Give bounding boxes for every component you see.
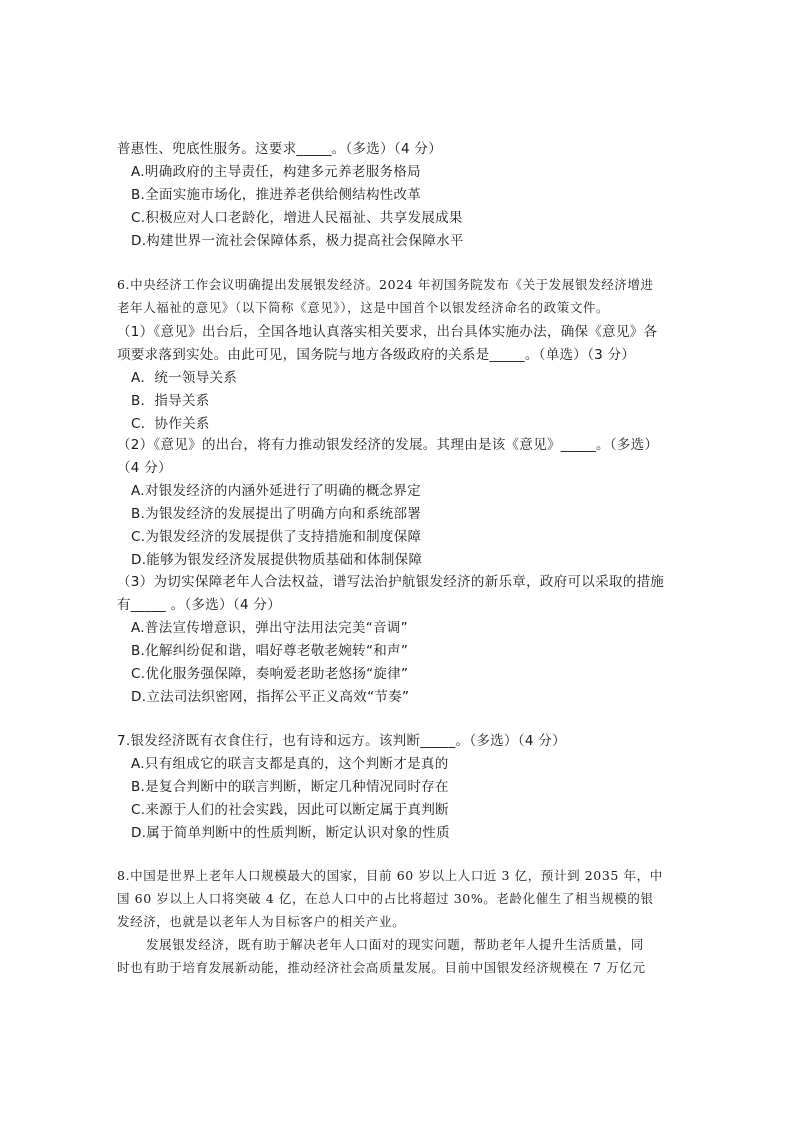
q6-sub3-line2: 有_____ 。（多选）（4 分） <box>117 597 282 613</box>
q7-option-d: D.属于简单判断中的性质判断，断定认识对象的性质 <box>131 825 450 841</box>
q6-sub2-option-a: A.对银发经济的内涵外延进行了明确的概念界定 <box>131 483 421 499</box>
q6-sub2-option-d: D.能够为银发经济发展提供物质基础和体制保障 <box>131 552 423 568</box>
q7-stem: 7.银发经济既有衣食住行，也有诗和远方。该判断_____。（多选）（4 分） <box>117 733 566 749</box>
q6-sub1-option-b: B．指导关系 <box>131 393 210 409</box>
q5-option-d: D.构建世界一流社会保障体系，极力提高社会保障水平 <box>131 233 464 249</box>
q6-sub2-option-b: B.为银发经济的发展提出了明确方向和系统部署 <box>131 506 422 522</box>
q5-option-a: A.明确政府的主导责任，构建多元养老服务格局 <box>131 164 421 180</box>
q6-sub1-line2: 项要求落到实处。由此可见，国务院与地方各级政府的关系是_____。（单选）（3 分） <box>117 347 636 363</box>
q7-option-c: C.来源于人们的社会实践，因此可以断定属于真判断 <box>131 802 449 818</box>
q6-sub1-option-c: C．协作关系 <box>131 416 210 432</box>
q6-sub2-line2: （4 分） <box>117 460 172 476</box>
q7-option-b: B.是复合判断中的联言判断，断定几种情况同时存在 <box>131 779 449 795</box>
q8-paragraph2-line1: 发展银发经济，既有助于解决老年人口面对的现实问题，帮助老年人提升生活质量，同 <box>146 937 644 952</box>
q5-stem-tail: 普惠性、兜底性服务。这要求_____。（多选）（4 分） <box>117 141 443 157</box>
q8-paragraph1-line2: 国 60 岁以上人口将突破 4 亿，在总人口中的占比将超过 30%。老龄化催生了相当规模的银 <box>117 891 654 906</box>
q6-sub3-option-d: D.立法司法织密网，指挥公平正义高效“节奏” <box>131 689 410 705</box>
q5-option-c: C.积极应对人口老龄化，增进人民福祉、共享发展成果 <box>131 210 463 226</box>
q6-sub3-option-c: C.优化服务强保障，奏响爱老助老悠扬“旋律” <box>131 666 409 682</box>
q6-sub1-line1: （1）《意见》出台后，全国各地认真落实相关要求，出台具体实施办法，确保《意见》各 <box>117 324 658 340</box>
q8-paragraph1-line3: 发经济，也就是以老年人为目标客户的相关产业。 <box>117 914 406 929</box>
q7-option-a: A.只有组成它的联言支都是真的，这个判断才是真的 <box>131 756 449 772</box>
q6-sub3-line1: （3）为切实保障老年人合法权益，谱写法治护航银发经济的新乐章，政府可以采取的措施 <box>117 574 665 590</box>
q6-sub1-option-a: A．统一领导关系 <box>131 370 238 386</box>
q6-sub2-line1: （2）《意见》的出台，将有力推动银发经济的发展。其理由是该《意见》_____。（多选） <box>117 437 659 453</box>
q6-sub3-option-a: A.普法宣传增意识，弹出守法用法完美“音调” <box>131 620 408 636</box>
q6-intro-line1: 6.中央经济工作会议明确提出发展银发经济。2024 年初国务院发布《关于发展银发经济增进 <box>117 277 654 292</box>
q8-paragraph1-line1: 8.中国是世界上老年人口规模最大的国家，目前 60 岁以上人口近 3 亿，预计到 2035 年，中 <box>117 868 663 883</box>
q5-option-b: B.全面实施市场化，推进养老供给侧结构性改革 <box>131 187 422 203</box>
q6-intro-line2: 老年人福祉的意见》（以下简称《意见》），这是中国首个以银发经济命名的政策文件。 <box>117 300 610 315</box>
q6-sub2-option-c: C.为银发经济的发展提供了支持措施和制度保障 <box>131 529 422 545</box>
q8-paragraph2-line2: 时也有助于培育发展新动能，推动经济社会高质量发展。目前中国银发经济规模在 7 万亿元 <box>117 960 646 975</box>
q6-sub3-option-b: B.化解纠纷促和谐，唱好尊老敬老婉转“和声” <box>131 643 409 659</box>
